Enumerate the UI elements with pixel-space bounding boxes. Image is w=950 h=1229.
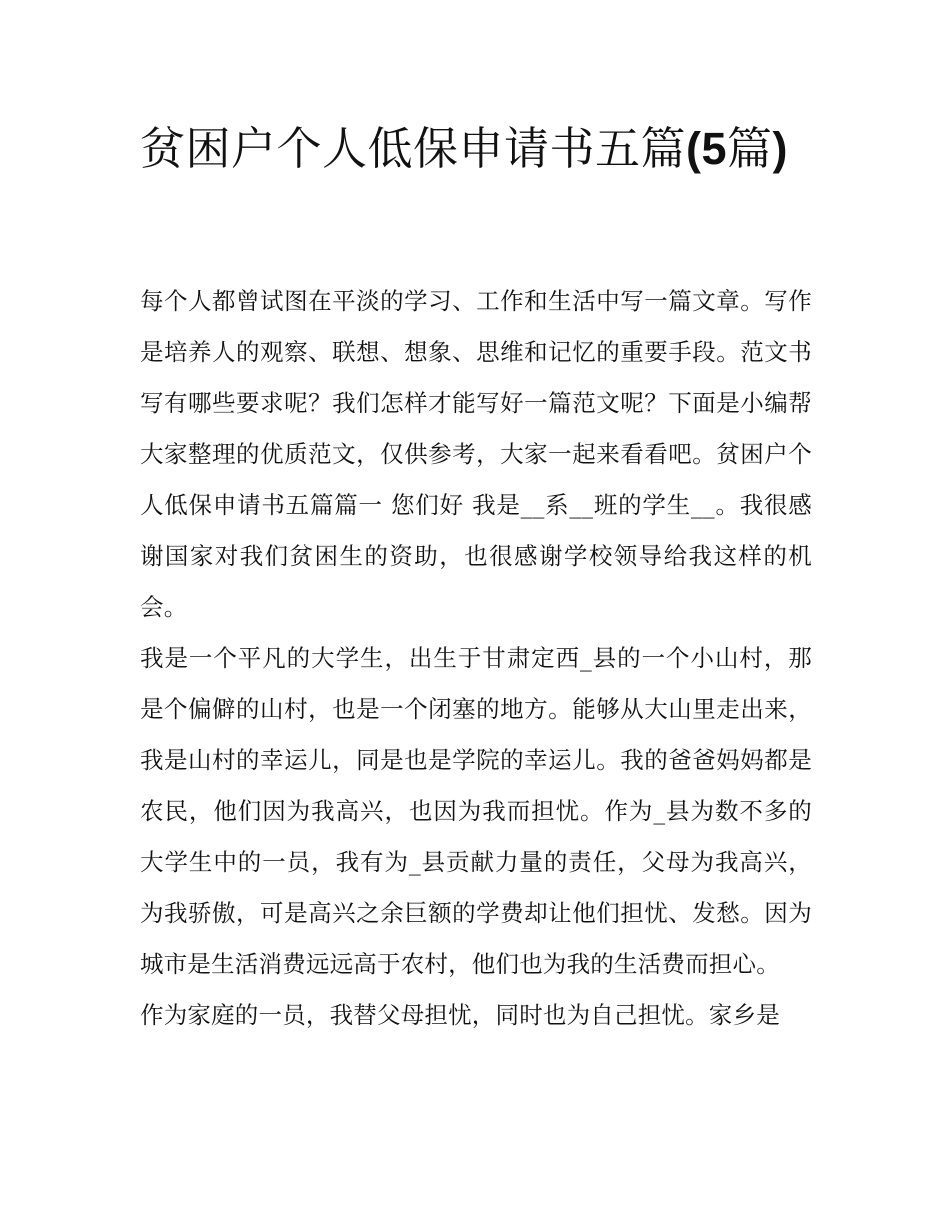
title-char: 篇 (727, 122, 773, 175)
title-open: (5 (686, 123, 728, 174)
title-main: 贫困户个人低保申请书五篇 (140, 122, 687, 175)
paragraph-intro: 每个人都曾试图在平淡的学习、工作和生活中写一篇文章。写作是培养人的观察、联想、想象、思维和记忆的重要手段。范文书写有哪些要求呢？我们怎样才能写好一篇范文呢？下面是小编帮大家整理的优质范文，仅供参考，大家一起来看看吧。贫困户个人低保申请书五篇篇一 您们好 我是__系__班的学生__。我很感谢国家对我们贫困生的资助，也很感谢学校领导给我这样的机会。 (140, 287, 812, 621)
document-title (140, 112, 820, 186)
title-close: ) (772, 123, 789, 174)
paragraph-family: 作为家庭的一员，我替父母担忧，同时也为自己担忧。家乡是 (140, 1001, 780, 1029)
paragraph-background: 我是一个平凡的大学生，出生于甘肃定西_县的一个小山村，那是个偏僻的山村，也是一个闭塞的地方。能够从大山里走出来，我是山村的幸运儿，同是也是学院的幸运儿。我的爸爸妈妈都是农民，他们因为我高兴，也因为我而担忧。作为_县为数不多的大学生中的一员，我有为_县贡献力量的责任，父母为我高兴，为我骄傲，可是高兴之余巨额的学费却让他们担忧、发愁。因为城市是生活消费远远高于农村，他们也为我的生活费而担心。 (140, 644, 812, 978)
document-body (140, 276, 812, 1041)
